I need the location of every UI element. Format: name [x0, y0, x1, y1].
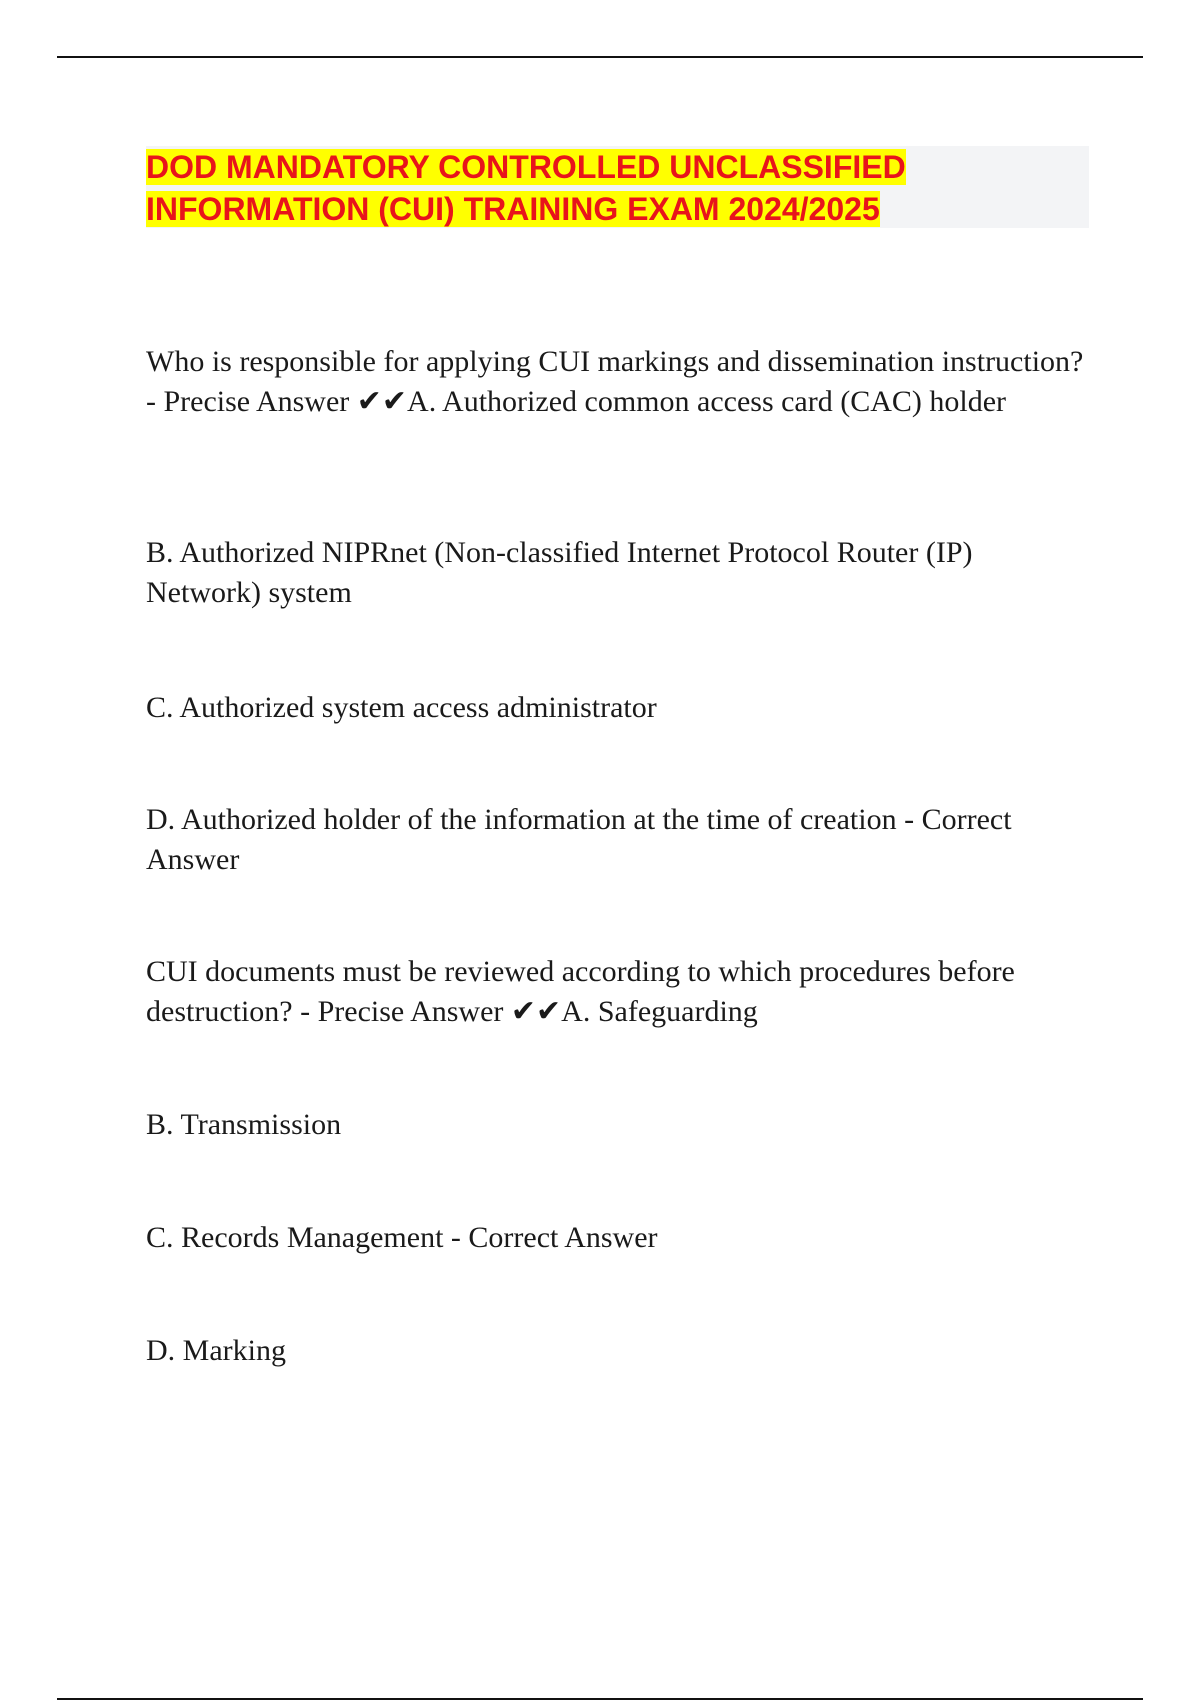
question-2-with-option-a: CUI documents must be reviewed according to which procedures before destruction? - Precise Answer ✔✔A. Safeguarding	[146, 955, 1015, 1028]
title-highlight: DOD MANDATORY CONTROLLED UNCLASSIFIED INFORMATION (CUI) TRAINING EXAM 2024/2025	[146, 149, 906, 227]
top-divider	[57, 56, 1143, 58]
question-2-option-b: B. Transmission	[146, 1108, 342, 1141]
question-1-option-c: C. Authorized system access administrator	[146, 691, 657, 724]
question-1-with-option-a: Who is responsible for applying CUI markings and dissemination instruction? - Precise Answer ✔✔A. Authorized common access card (CAC) holder	[146, 345, 1084, 418]
document-title	[146, 146, 1046, 230]
question-2-option-c: C. Records Management - Correct Answer	[146, 1221, 658, 1254]
question-2-option-d: D. Marking	[146, 1334, 286, 1367]
question-1-option-b: B. Authorized NIPRnet (Non-classified Internet Protocol Router (IP) Network) system	[146, 536, 973, 609]
question-1-option-d: D. Authorized holder of the information at the time of creation - Correct Answer	[146, 803, 1012, 876]
